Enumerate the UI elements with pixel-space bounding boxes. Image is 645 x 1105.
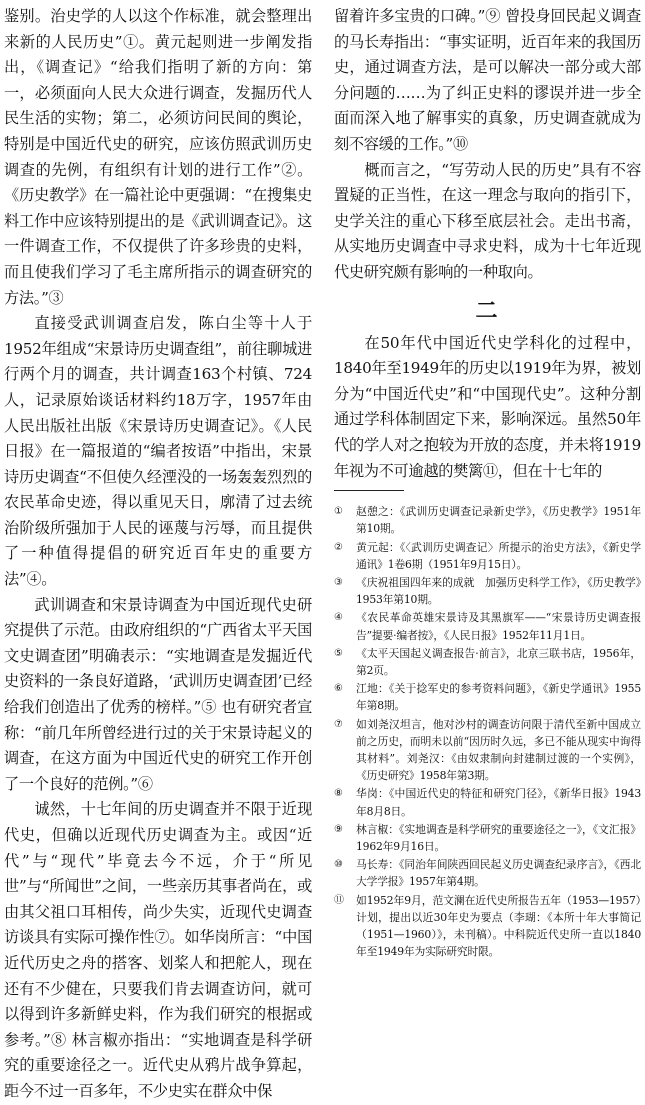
footnote-text: 《农民革命英雄宋景诗及其黑旗军——“宋景诗历史调查报告”提要·编者按》，《人民日报》1952年11月1日。 — [356, 611, 641, 642]
footnote-mark: ① — [334, 506, 343, 518]
section-heading: 二 — [475, 298, 500, 324]
footnote-mark: ⑥ — [334, 683, 343, 695]
footnote-text: 如1952年9月，范文澜在近代史所报告五年（1953—1957）计划，提出以近30年史为要点（李瑚：《本所十年大事简记（1951—1960）》，未刊稿）。中科院近代史所一直以1840年至1949年为实际研究时限。 — [356, 893, 641, 959]
footnote-text: 马长寿：《同治年间陕西回民起义历史调查纪录序言》，《西北大学学报》1957年第4期。 — [356, 858, 641, 889]
body-paragraph: 诚然，十七年间的历史调查并不限于近现代史，但确以近现代历史调查为主。或因“近代”与“现代”毕竟去今不远，介于“所见世”与“所闻世”之间，一些亲历其事者尚在，或由其父祖口耳相传，尚少失实，近现代史调查访谈具有实际可操作性⑦。如华岗所言：“中国近代历史之舟的搭客、划桨人和把舵人，现在还有不少健在，只要我们肯去调查访问，就可以得到许多新鲜史料，作为我们研究的根据或参考。”⑧ 林言椒亦指出：“实地调查是科学研究的重要途径之一。近代史从鸦片战争算起，距今不过一百多年，不少史实在群众中保 — [4, 800, 312, 1100]
footnote-text: 赵憩之：《武训历史调查记录新史学》，《历史教学》1951年第10期。 — [356, 505, 641, 536]
footnote-text: 如刘尧汉坦言，他对沙村的调查访问限于清代至新中国成立前之历史，而明未以前“因历时久远，多已不能从现实中询得其材料”。刘尧汉：《由奴隶制向封建制过渡的一个实例》，《历史研究》1958年第3期。 — [356, 717, 641, 783]
body-paragraph: 概而言之，“写劳动人民的历史”具有不容置疑的正当性，在这一理念与取向的指引下，史学关注的重心下移至底层社会。走出书斋，从实地历史调查中寻求史料，成为十七年近现代史研究颇有影响的一种取向。 — [334, 160, 641, 281]
footnote-mark: ④ — [334, 612, 343, 624]
footnote-separator — [334, 490, 404, 491]
footnote-list — [334, 503, 641, 960]
footnote-mark: ⑦ — [334, 718, 343, 730]
footnote-mark: ⑧ — [334, 788, 343, 800]
left-column — [4, 4, 312, 1105]
footnote — [334, 680, 641, 714]
footnote-mark: ⑤ — [334, 647, 343, 659]
body-paragraph: 鉴别。治史学的人以这个作标准，就会整理出来新的人民历史”①。黄元起则进一步阐发指出，《调查记》“给我们指明了新的方向：第一，必须面向人民大众进行调查，发掘历代人民生活的实物；第二，必须访问民间的舆论，特别是中国近代史的研究，应该仿照武训历史调查的先例，有组织有计划的进行工作”②。《历史教学》在一篇社论中更强调：“在搜集史料工作中应该特别提出的是《武训调查记》。这一件调查工作，不仅提供了许多珍贵的史料，而且使我们学习了毛主席所指示的调查研究的方法。”③ — [4, 7, 312, 307]
footnote — [334, 539, 641, 573]
footnote-text: 林言椒：《实地调查是科学研究的重要途径之一》，《文汇报》1962年9月16日。 — [356, 822, 641, 853]
right-column — [334, 4, 641, 961]
footnote-text: 《庆祝祖国四年来的成就 加强历史科学工作》，《历史教学》1953年第10期。 — [356, 575, 641, 607]
footnote — [334, 503, 641, 537]
body-paragraph: 留着许多宝贵的口碑。”⑨ 曾投身回民起义调查的马长寿指出：“事实证明，近百年来的我国历史，通过调查方法，是可以解决一部分或大部分问题的……为了纠正史料的谬误并进一步全面而深入地了解事实的真象，历史调查就成为刻不容缓的工作。”⑩ — [334, 7, 641, 153]
footnote-mark: ⑪ — [334, 894, 344, 906]
footnote — [334, 716, 641, 785]
body-paragraph: 武训调查和宋景诗调查为中国近现代史研究提供了示范。由政府组织的“广西省太平天国文史调查团”明确表示：“实地调查是发掘近代史资料的一条良好道路，‘武训历史调查团’已经给我们创造出了优秀的榜样。”⑤ 也有研究者宣称：“前几年所曾经进行过的关于宋景诗起义的调查，在这方面为中国近代史的研究工作开创了一个良好的范例。”⑥ — [4, 595, 312, 793]
footnote — [334, 785, 641, 819]
footnote-mark: ③ — [334, 576, 343, 588]
body-paragraph: 在50年代中国近代史学科化的过程中，1840年至1949年的历史以1919年为界，被划分为“中国近代史”和“中国现代史”。这种分割通过学科体制固定下来，影响深远。虽然50年代的学人对之抱较为开放的态度，并未将1919年视为不可逾越的樊篱⑪，但在十七年的 — [334, 333, 641, 480]
footnote-text: 《太平天国起义调查报告·前言》，北京三联书店，1956年，第2页。 — [356, 646, 641, 677]
footnote — [334, 856, 641, 890]
footnote-text: 黄元起：《〈武训历史调查记〉所提示的治史方法》，《新史学通讯》1卷6期（1951年9月15日）。 — [356, 540, 641, 571]
footnote-text: 华岗：《中国近代史的特征和研究门径》，《新华日报》1943年8月8日。 — [356, 787, 641, 818]
footnote — [334, 892, 641, 961]
footnote-text: 江地：《关于捻军史的参考资料问题》，《新史学通讯》1955年第8期。 — [356, 682, 641, 713]
footnote-mark: ⑨ — [334, 823, 343, 835]
footnote-mark: ⑩ — [334, 859, 343, 871]
body-paragraph: 直接受武训调查启发，陈白尘等十人于1952年组成“宋景诗历史调查组”，前往聊城进行两个月的调查，共计调查163个村镇、724人，记录原始谈话材料约18万字，1957年由人民出版社出版《宋景诗历史调查记》。《人民日报》在一篇报道的“编者按语”中指出，宋景诗历史调查“不但使久经湮没的一场轰轰烈烈的农民革命史迹，得以重见天日，廓清了过去统治阶级所强加于人民的诬蔑与污辱，而且提供了一种值得提倡的研究近百年史的重要方法”④。 — [4, 314, 312, 589]
footnote — [334, 645, 641, 679]
footnote — [334, 574, 641, 608]
footnote — [334, 609, 641, 643]
footnote — [334, 821, 641, 855]
footnote-mark: ② — [334, 541, 343, 553]
